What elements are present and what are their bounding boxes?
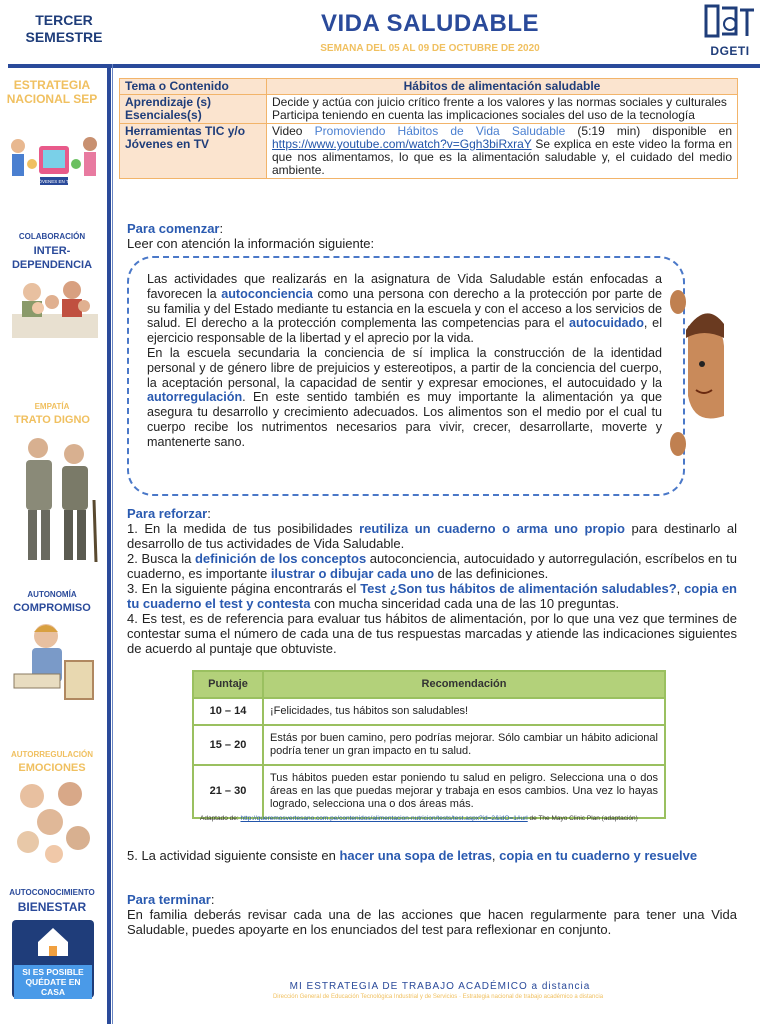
strategy-label: ESTRATEGIA NACIONAL SEP bbox=[6, 78, 98, 106]
reinforce-item: 4. Es test, es de referencia para evaluar tus hábitos de alimentación, por lo que una vez que termines de contestar suma el número de cada una de tus respuestas marcadas y atiende las indicaciones siguientes de acuerdo al puntaje que obtuviste. bbox=[127, 611, 737, 656]
learning-label: Aprendizaje (s) Esenciales(s) bbox=[120, 95, 267, 124]
start-section: Para comenzar: Leer con atención la información siguiente: bbox=[127, 221, 375, 251]
reinforce-item: 3. En la siguiente página encontrarás el Test ¿Son tus hábitos de alimentación saludables?, copia en tu cuaderno el test y contesta con mucha sinceridad cada una de las 10 preguntas. bbox=[127, 581, 737, 611]
recommendation-cell: Estás por buen camino, pero podrías mejorar. Sólo cambiar un hábito adicional podría tener un gran impacto en tu salud. bbox=[263, 725, 665, 765]
score-cell: 21 – 30 bbox=[193, 765, 263, 818]
finish-heading: Para terminar bbox=[127, 892, 211, 907]
keyword-autocuidado: autocuidado bbox=[569, 316, 644, 331]
student-reading-illustration bbox=[8, 616, 100, 712]
table-row bbox=[193, 725, 665, 765]
sidebar-section-empathy bbox=[0, 402, 104, 427]
source-link[interactable]: http://queremosvertesano.com.pe/contenidos/alimentacion-nutricion/tests/test.aspx?id=2&idO=1#url bbox=[240, 815, 528, 822]
peeking-boy-illustration bbox=[668, 286, 724, 466]
reading-paragraph: Las actividades que realizarás en la asignatura de Vida Saludable están enfocadas a favorecen la autoconciencia como una persona con derecho a la protección por parte de su familia y del Estado mediante tu estancia en la escuela y con el acceso a los servicios de salud. El derecho a la protección complementa las competencias para el autocuidado, el ejercicio responsable de la libertad y el aprecio por la vida. bbox=[147, 272, 663, 346]
topic-label: Tema o Contenido bbox=[120, 79, 267, 95]
section-small-label: AUTORREGULACIÓN bbox=[10, 750, 94, 759]
section-big-label: INTER-DEPENDENCIA bbox=[11, 245, 93, 271]
tv-caption: JÓVENES EN TV bbox=[36, 179, 72, 184]
footer-subtitle: Dirección General de Educación Tecnológica Industrial y de Servicios · Estrategia nacional de trabajo académico a distancia bbox=[272, 994, 604, 1000]
finish-section: Para terminar: En familia deberás revisar cada una de las acciones que hacen regularmente para tener una Vida Saludable, puedes apoyarte en los enunciados del test para reflexionar en conjunto. bbox=[127, 892, 737, 937]
reading-paragraph: En la escuela secundaria la conciencia de sí implica la construcción de la identidad personal y de género libre de prejuicios y estereotipos, a partir de la conciencia del cuerpo, la aceptación personal, la capacidad de sentir y expresar emociones, el autocuidado y la autorregulación. En este sentido también es muy importante la alimentación ya que asegura tu desarrollo y crecimiento adecuados. Los alimentos son el medio por el cual tu cuerpo recibe los nutrimentos necesarios para vivir, crecer, desarrollarte, moverte y mantenerte sano. bbox=[147, 345, 662, 449]
start-heading: Para comenzar bbox=[127, 221, 220, 236]
sidebar-section-selfregulation bbox=[0, 750, 104, 775]
learning-value bbox=[267, 95, 738, 124]
finish-text: En familia deberás revisar cada una de las acciones que hacen regularmente para tener una Vida Saludable, puedes apoyarte en los enunciados del test para reflexionar en conjunto. bbox=[127, 907, 737, 937]
activity-five: 5. La actividad siguiente consiste en hacer una sopa de letras, copia en tu cuaderno y resuelve bbox=[127, 848, 698, 863]
section-big-label: TRATO DIGNO bbox=[14, 414, 90, 426]
score-cell: 10 – 14 bbox=[193, 698, 263, 725]
section-small-label: AUTONOMÍA bbox=[27, 590, 77, 599]
video-title-link[interactable]: Promoviendo Hábitos de Vida Saludable bbox=[314, 124, 566, 138]
footer-strategy: MI ESTRATEGIA DE TRABAJO ACADÉMICO a distancia bbox=[289, 981, 591, 992]
source-note: Adaptado de: http://queremosvertesano.com.pe/contenidos/alimentacion-nutricion/tests/test.aspx?id=2&idO=1#url de The Mayo Clinic Plan (adaptación) bbox=[200, 815, 638, 822]
recommendation-cell: Tus hábitos pueden estar poniendo tu salud en peligro. Selecciona una o dos áreas en las que puedas mejorar y trabaja en esos cambios. Una vez lo hayas logrado, selecciona una o dos áreas más. bbox=[263, 765, 665, 818]
sidebar-section-autonomy bbox=[0, 590, 104, 615]
reinforce-heading: Para reforzar bbox=[127, 506, 208, 521]
sidebar-section-collaboration bbox=[0, 232, 104, 272]
semester-label: TERCER SEMESTRE bbox=[25, 12, 103, 45]
topic-value: Hábitos de alimentación saludable bbox=[267, 79, 738, 95]
reinforce-item: 1. En la medida de tus posibilidades reutiliza un cuaderno o arma uno propio para destinarlo al desarrollo de tus actividades de Vida Saludable. bbox=[127, 521, 737, 551]
section-big-label: BIENESTAR bbox=[17, 900, 87, 914]
table-row bbox=[193, 765, 665, 818]
section-small-label: COLABORACIÓN bbox=[18, 232, 86, 241]
reading-text bbox=[147, 272, 662, 450]
header-divider bbox=[8, 64, 760, 68]
recommendation-cell: ¡Felicidades, tus hábitos son saludables! bbox=[263, 698, 665, 725]
dgeti-logo-text: DGETI bbox=[710, 44, 750, 58]
recommendation-header: Recomendación bbox=[263, 671, 665, 698]
section-small-label: AUTOCONOCIMIENTO bbox=[9, 888, 95, 897]
score-cell: 15 – 20 bbox=[193, 725, 263, 765]
reinforce-item: 2. Busca la definición de los conceptos autoconciencia, autocuidado y autorregulación, escríbelos en tu cuaderno, es importante ilustrar o dibujar cada uno de las definiciones. bbox=[127, 551, 737, 581]
tools-value: Video Promoviendo Hábitos de Vida Saludable (5:19 min) disponible en https://www.youtube.com/watch?v=Ggh3biRxraY Se explica en este video la forma en que nos alimentamos, lo que es la alimentación saludable y, el cuidado del medio ambiente. bbox=[267, 124, 738, 179]
tools-label: Herramientas TIC y/o Jóvenes en TV bbox=[120, 124, 267, 179]
score-header: Puntaje bbox=[193, 671, 263, 698]
family-illustration bbox=[10, 274, 100, 340]
recommendation-table bbox=[192, 670, 666, 819]
page-title: VIDA SALUDABLE bbox=[320, 10, 540, 37]
sidebar-divider-thin bbox=[112, 64, 113, 1024]
keyword-autorregulacion: autorregulación bbox=[147, 390, 243, 405]
section-big-label: COMPROMISO bbox=[13, 602, 91, 614]
week-label: SEMANA DEL 05 AL 09 DE OCTUBRE DE 2020 bbox=[320, 43, 540, 54]
emotions-faces-illustration bbox=[10, 776, 100, 866]
video-url-link[interactable]: https://www.youtube.com/watch?v=Ggh3biRxraY bbox=[272, 137, 532, 151]
start-text: Leer con atención la información siguiente: bbox=[127, 236, 375, 251]
jovenes-en-tv-illustration bbox=[4, 124, 104, 190]
table-row bbox=[193, 698, 665, 725]
stay-home-text: SI ES POSIBLE QUÉDATE EN CASA bbox=[14, 965, 92, 999]
section-big-label: EMOCIONES bbox=[18, 762, 86, 774]
learning-item: Participa teniendo en cuenta las implicaciones sociales del uso de la tecnología bbox=[272, 108, 695, 122]
section-small-label: EMPATÍA bbox=[34, 402, 70, 411]
content-info-table bbox=[119, 78, 738, 179]
house-icon bbox=[12, 920, 94, 960]
sidebar-section-selfknowledge bbox=[0, 888, 104, 914]
learning-item: Decide y actúa con juicio crítico frente a los valores y las normas sociales y culturales bbox=[272, 95, 727, 109]
sidebar-divider bbox=[107, 64, 111, 1024]
hashtag-text: #OperativoEscudo bbox=[30, 1002, 76, 1008]
stay-home-badge bbox=[12, 920, 94, 1008]
reinforce-section: Para reforzar: 1. En la medida de tus posibilidades reutiliza un cuaderno o arma uno propio para destinarlo al desarrollo de tus actividades de Vida Saludable. 2. Busca la definición de los conceptos autoconciencia, autocuidado y autorregulación, escríbelos en tu cuaderno, es importante ilustrar o dibujar cada uno de las definiciones. 3. En la siguiente página encontrarás el Test ¿Son tus hábitos de alimentación saludables?, copia en tu cuaderno el test y contesta con mucha sinceridad cada una de las 10 preguntas. 4. Es test, es de referencia para evaluar tus hábitos de alimentación, por lo que una vez que termines de contestar suma el número de cada una de tus respuestas marcadas y atiende las indicaciones siguientes de acuerdo al puntaje que obtuviste. bbox=[127, 506, 737, 656]
elderly-couple-illustration bbox=[10, 430, 100, 570]
keyword-autoconciencia: autoconciencia bbox=[221, 286, 313, 301]
